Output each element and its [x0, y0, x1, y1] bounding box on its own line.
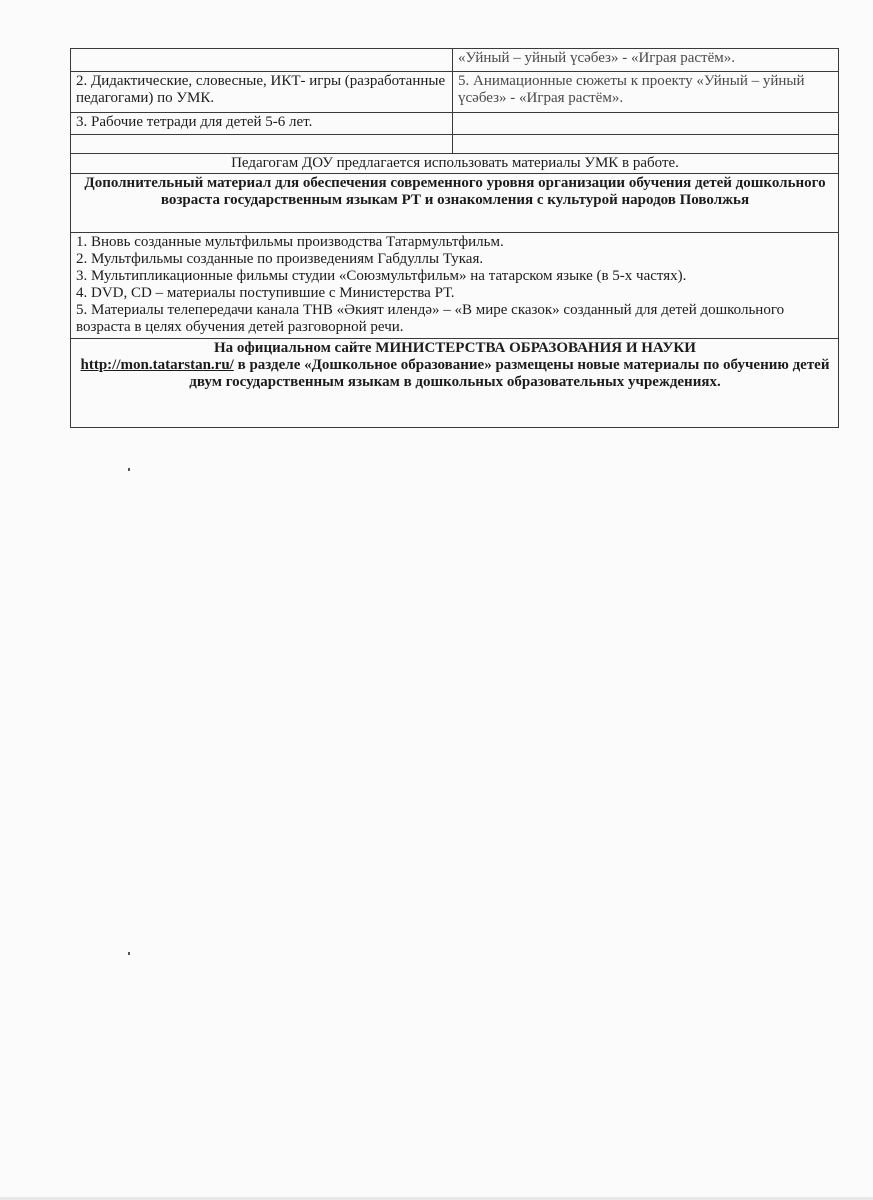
project-title-cell: «Уйный – уйный үсәбез» - «Играя растём».: [453, 49, 839, 72]
table-row: [71, 135, 839, 154]
table-cell-empty: [71, 135, 453, 154]
list-item: 2. Мультфильмы созданные по произведениям Габдуллы Тукая.: [76, 251, 484, 267]
table-row: [71, 174, 839, 233]
list-item: 4. DVD, CD – материалы поступившие с Министерства РТ.: [76, 285, 455, 301]
table-cell-empty: [453, 113, 839, 135]
table-row: [71, 233, 839, 339]
animation-plots-cell: 5. Анимационные сюжеты к проекту «Уйный – уйный үсәбез» - «Играя растём».: [453, 72, 839, 113]
ministry-site-text: в разделе «Дошкольное образование» размещены новые материалы по обучению детей двум государственным языкам в дошкольных образовательных учреждениях.: [189, 357, 830, 390]
scan-speck: [128, 468, 130, 471]
offer-cell: Педагогам ДОУ предлагается использовать материалы УМК в работе.: [71, 154, 839, 174]
additional-material-heading: Дополнительный материал для обеспечения современного уровня организации обучения детей дошкольного возраста государственным языкам РТ и ознакомления с культурой народов Поволжья: [71, 174, 839, 233]
table-row: [71, 49, 839, 72]
table-row: [71, 339, 839, 428]
didactic-games-cell: 2. Дидактические, словесные, ИКТ- игры (разработанные педагогами) по УМК.: [71, 72, 453, 113]
materials-table: [70, 48, 839, 428]
scan-speck: [128, 952, 130, 955]
workbooks-cell: 3. Рабочие тетради для детей 5-6 лет.: [71, 113, 453, 135]
list-item: 1. Вновь созданные мультфильмы производства Татармультфильм.: [76, 234, 504, 250]
ministry-site-cell: [71, 339, 839, 428]
table-row: [71, 72, 839, 113]
table-cell-empty: [71, 49, 453, 72]
ministry-site-heading: На официальном сайте МИНИСТЕРСТВА ОБРАЗОВАНИЯ И НАУКИ: [214, 340, 696, 356]
table-row: [71, 113, 839, 135]
list-item: 3. Мультипликационные фильмы студии «Союзмультфильм» на татарском языке (в 5-х частях).: [76, 268, 687, 284]
cartoons-list-cell: [71, 233, 839, 339]
table-row: [71, 154, 839, 174]
ministry-site-link[interactable]: http://mon.tatarstan.ru/: [80, 357, 234, 373]
list-item: 5. Материалы телепередачи канала ТНВ «Әкият илендә» – «В мире сказок» созданный для детей дошкольного возраста в целях обучения детей разговорной речи.: [76, 302, 785, 335]
table-cell-empty: [453, 135, 839, 154]
